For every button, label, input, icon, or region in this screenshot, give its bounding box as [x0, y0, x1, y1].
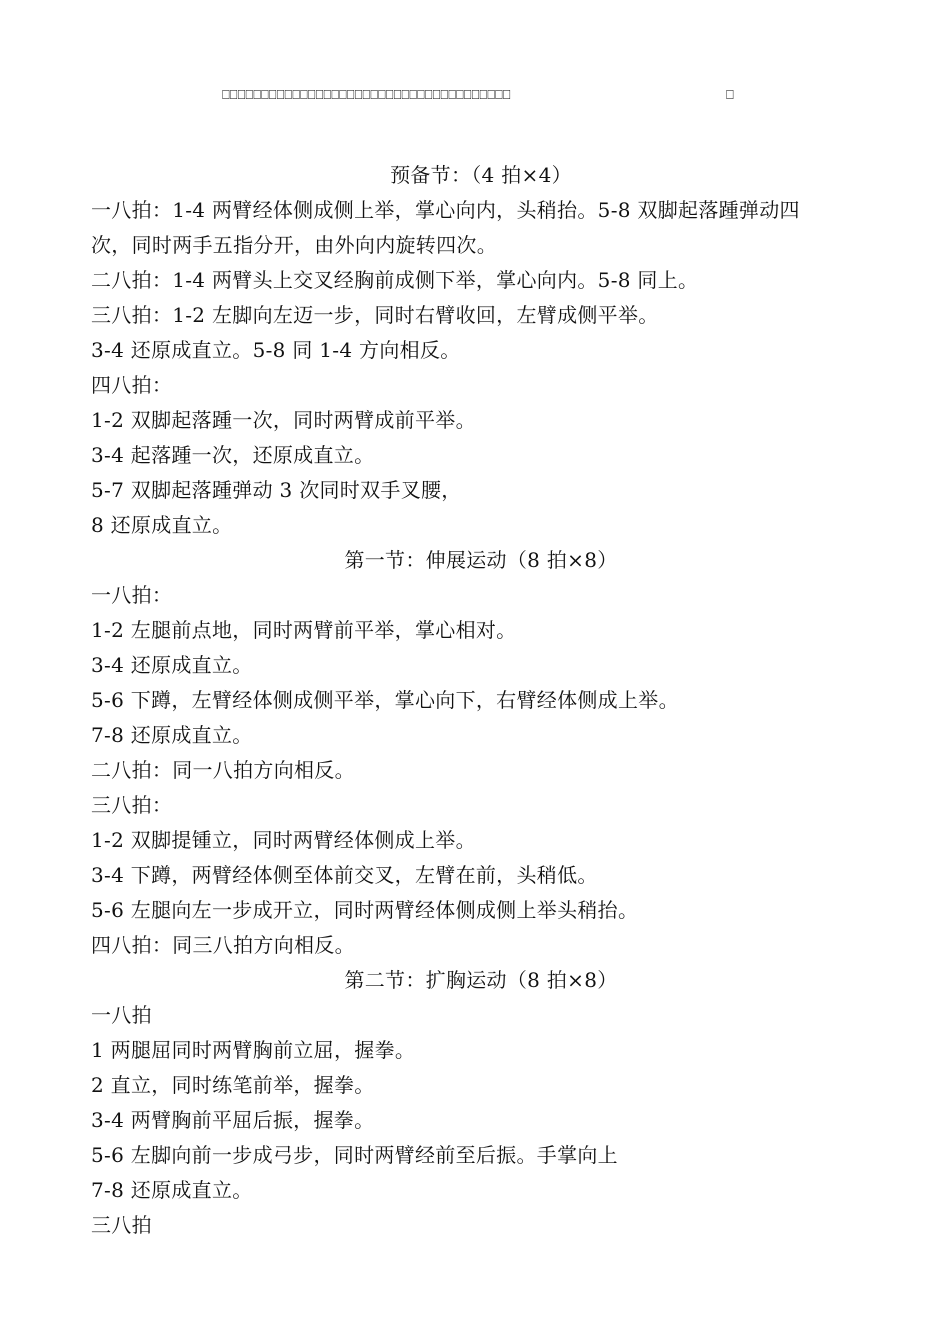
page-header [222, 88, 742, 110]
text-line: 7-8 还原成直立。 [91, 723, 253, 747]
text-line: 二八拍：同一八拍方向相反。 [91, 758, 355, 782]
section-heading: 第一节：伸展运动（8 拍×8） [344, 548, 618, 572]
text-line: 5-6 左腿向左一步成开立，同时两臂经体侧成侧上举头稍抬。 [91, 898, 639, 922]
text-line: 二八拍：1-4 两臂头上交叉经胸前成侧下举，掌心向内。5-8 同上。 [91, 268, 699, 292]
text-line: 5-7 双脚起落踵弹动 3 次同时双手叉腰， [91, 478, 462, 502]
text-line: 1-2 双脚提锺立，同时两臂经体侧成上举。 [91, 828, 476, 852]
text-line: 三八拍： [91, 793, 173, 817]
text-line: 一八拍 [91, 1003, 152, 1027]
text-line: 7-8 还原成直立。 [91, 1178, 253, 1202]
text-line: 一八拍：1-4 两臂经体侧成侧上举，掌心向内，头稍抬。5-8 双脚起落踵弹动四 [91, 198, 800, 222]
document-body [91, 158, 871, 1243]
text-line: 8 还原成直立。 [91, 513, 233, 537]
text-line: 2 直立，同时练笔前举，握拳。 [91, 1073, 375, 1097]
text-line: 四八拍：同三八拍方向相反。 [91, 933, 355, 957]
text-line: 三八拍 [91, 1213, 152, 1237]
section-heading: 第二节：扩胸运动（8 拍×8） [344, 968, 618, 992]
header-title: ⎕⎕⎕⎕⎕⎕⎕⎕⎕⎕⎕⎕⎕⎕⎕⎕⎕⎕⎕⎕⎕⎕⎕⎕⎕⎕⎕⎕⎕⎕⎕⎕⎕⎕⎕⎕⎕ [222, 88, 511, 103]
text-line: 3-4 下蹲，两臂经体侧至体前交叉，左臂在前，头稍低。 [91, 863, 598, 887]
text-line: 3-4 还原成直立。5-8 同 1-4 方向相反。 [91, 338, 461, 362]
text-line: 3-4 两臂胸前平屈后振，握拳。 [91, 1108, 375, 1132]
text-line: 3-4 还原成直立。 [91, 653, 253, 677]
text-line: 1 两腿屈同时两臂胸前立屈，握拳。 [91, 1038, 416, 1062]
text-line: 次，同时两手五指分开，由外向内旋转四次。 [91, 233, 497, 257]
text-line: 1-2 左腿前点地，同时两臂前平举，掌心相对。 [91, 618, 517, 642]
text-line: 1-2 双脚起落踵一次，同时两臂成前平举。 [91, 408, 476, 432]
section-heading: 预备节：（4 拍×4） [390, 163, 572, 187]
text-line: 5-6 下蹲，左臂经体侧成侧平举，掌心向下，右臂经体侧成上举。 [91, 688, 679, 712]
text-line: 四八拍： [91, 373, 173, 397]
text-line: 一八拍： [91, 583, 173, 607]
text-line: 3-4 起落踵一次，还原成直立。 [91, 443, 375, 467]
text-line: 5-6 左脚向前一步成弓步，同时两臂经前至后振。手掌向上 [91, 1143, 618, 1167]
header-mark: ⎕ [726, 88, 734, 103]
text-line: 三八拍：1-2 左脚向左迈一步，同时右臂收回，左臂成侧平举。 [91, 303, 659, 327]
